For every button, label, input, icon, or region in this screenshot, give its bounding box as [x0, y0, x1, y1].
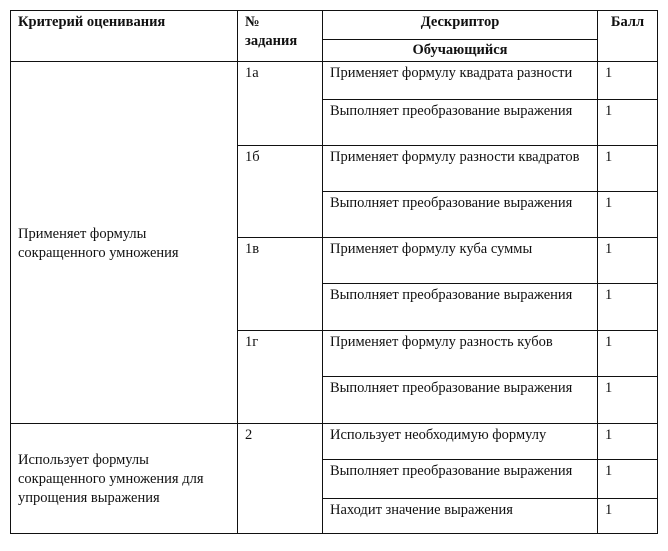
- descriptor-cell: Применяет формулу куба суммы: [323, 238, 598, 284]
- descriptor-cell: Использует необходимую формулу: [323, 424, 598, 460]
- score-cell: 1: [598, 192, 658, 238]
- header-criterion: Критерий оценивания: [11, 11, 238, 62]
- descriptor-cell: Выполняет преобразование выражения: [323, 192, 598, 238]
- score-cell: 1: [598, 62, 658, 100]
- task-number: 1а: [238, 62, 323, 146]
- score-cell: 1: [598, 460, 658, 499]
- descriptor-cell: Выполняет преобразование выражения: [323, 460, 598, 499]
- score-cell: 1: [598, 100, 658, 146]
- task-number: 1г: [238, 331, 323, 424]
- criterion-cell: Применяет формулы сокращенного умножения: [11, 62, 238, 424]
- score-cell: 1: [598, 331, 658, 377]
- task-number: 1в: [238, 238, 323, 331]
- descriptor-cell: Выполняет преобразование выражения: [323, 377, 598, 424]
- criterion-cell: Использует формулы сокращенного умножения для упрощения выражения: [11, 424, 238, 534]
- score-cell: 1: [598, 238, 658, 284]
- descriptor-cell: Выполняет преобразование выражения: [323, 284, 598, 331]
- score-cell: 1: [598, 284, 658, 331]
- header-descriptor: Дескриптор: [323, 11, 598, 40]
- score-cell: 1: [598, 377, 658, 424]
- header-score: Балл: [598, 11, 658, 62]
- task-number: 2: [238, 424, 323, 534]
- header-task-no: № задания: [238, 11, 323, 62]
- header-student: Обучающийся: [323, 40, 598, 62]
- descriptor-cell: Применяет формулу квадрата разности: [323, 62, 598, 100]
- score-cell: 1: [598, 424, 658, 460]
- descriptor-cell: Применяет формулу разность кубов: [323, 331, 598, 377]
- descriptor-cell: Выполняет преобразование выражения: [323, 100, 598, 146]
- assessment-table: [10, 10, 658, 534]
- descriptor-cell: Находит значение выражения: [323, 499, 598, 534]
- task-number: 1б: [238, 146, 323, 238]
- descriptor-cell: Применяет формулу разности квадратов: [323, 146, 598, 192]
- score-cell: 1: [598, 499, 658, 534]
- score-cell: 1: [598, 146, 658, 192]
